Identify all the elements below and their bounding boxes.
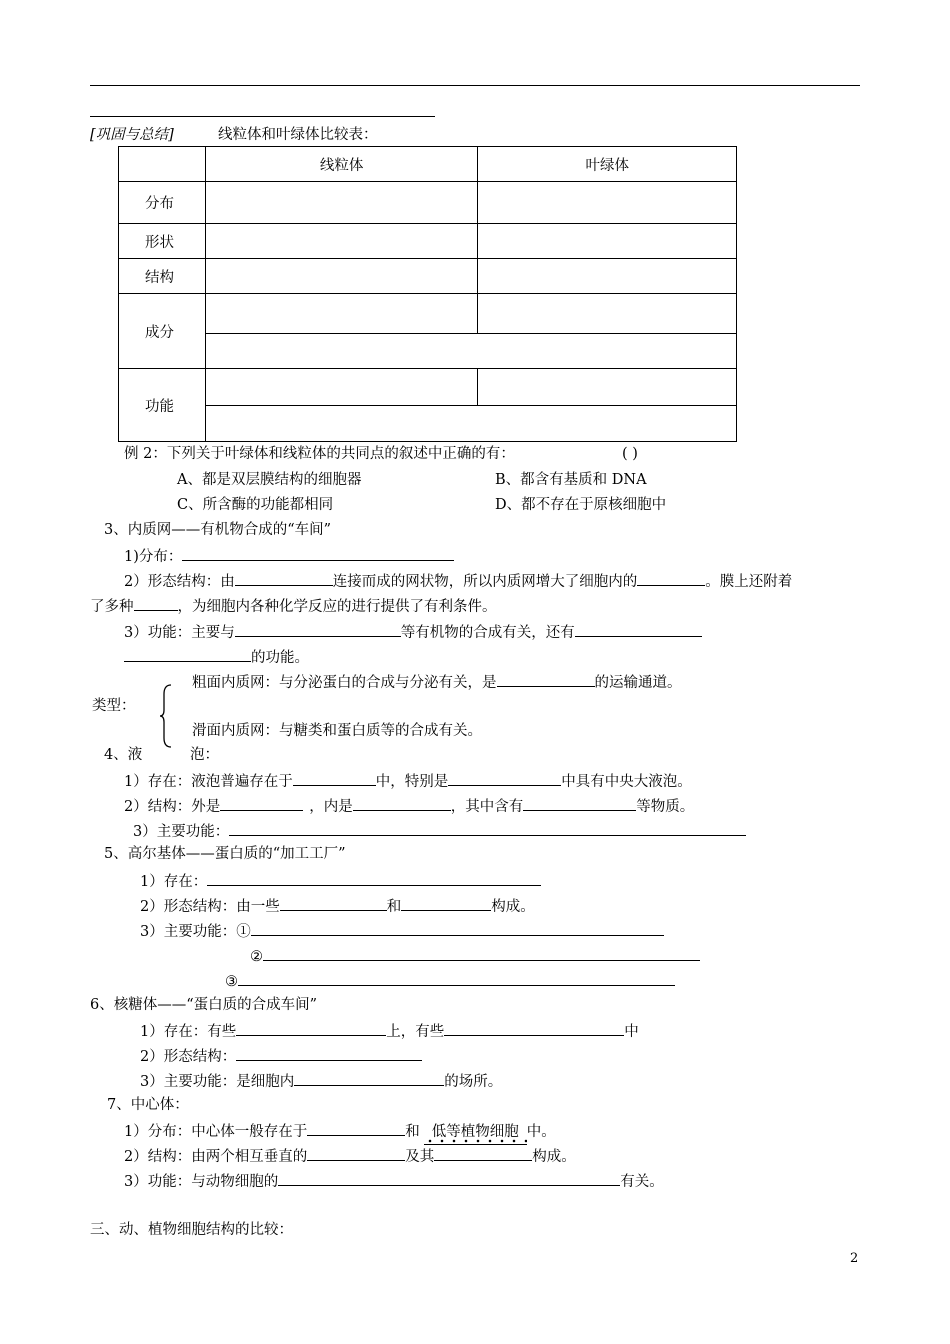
cell-input[interactable]: [478, 182, 737, 224]
centrosome-structure-label: 2）结构：由两个相互垂直的: [124, 1149, 308, 1165]
er-form-text: 连接而成的网状物，所以内质网增大了细胞内的: [332, 574, 638, 590]
vacuole-structure-text: ，内是: [309, 799, 353, 815]
blank-field[interactable]: [235, 622, 401, 637]
blank-field[interactable]: [294, 1071, 444, 1086]
centrosome-function-label: 3）功能：与动物细胞的: [124, 1174, 279, 1190]
option-b[interactable]: B、都含有基质和 DNA: [495, 472, 647, 488]
er-form-text-end: 。膜上还附着: [705, 574, 793, 590]
vacuole-structure-label: 2）结构：外是: [124, 799, 221, 815]
golgi-function-label: 3）主要功能：①: [140, 924, 251, 940]
header-short-rule: [90, 116, 435, 117]
table-corner: [119, 147, 206, 182]
option-c[interactable]: C、所含酶的功能都相同: [177, 497, 334, 513]
comparison-table: [118, 146, 737, 442]
ribosome-exist-label: 1）存在：有些: [140, 1024, 237, 1040]
golgi-form-and: 和: [386, 899, 402, 915]
row-label-structure: 结构: [119, 259, 206, 294]
answer-paren[interactable]: ( ): [622, 446, 638, 462]
er-title: 3、内质网——有机物合成的“车间”: [104, 522, 332, 538]
er-form-text-3: ，为细胞内各种化学反应的进行提供了有利条件。: [177, 599, 497, 615]
row-label-function: 功能: [119, 369, 206, 442]
vacuole-exist-text: 中，特别是: [375, 774, 449, 790]
blank-field[interactable]: [220, 796, 303, 811]
golgi-form-label: 2）形态结构：由一些: [140, 899, 280, 915]
table-title: 线粒体和叶绿体比较表：: [218, 127, 378, 143]
ribosome-title: 6、核糖体——“蛋白质的合成车间”: [90, 997, 318, 1013]
golgi-title: 5、高尔基体——蛋白质的“加工工厂”: [104, 846, 346, 862]
er-function-label: 3）功能：主要与: [124, 625, 235, 641]
blank-field[interactable]: [235, 571, 333, 586]
header-rule: [90, 85, 860, 86]
ribosome-exist-text: 上，有些: [386, 1024, 445, 1040]
blank-field[interactable]: [444, 1021, 624, 1036]
blank-field[interactable]: [307, 1121, 405, 1136]
blank-field[interactable]: [497, 672, 595, 687]
er-distribution-label: 1)分布：: [124, 549, 183, 565]
vacuole-structure-end: 等物质。: [636, 799, 695, 815]
blank-field[interactable]: [523, 796, 636, 811]
cell-input[interactable]: [205, 182, 478, 224]
golgi-function-2: ②: [250, 949, 263, 965]
cell-input[interactable]: [205, 224, 478, 259]
blank-field[interactable]: [236, 1021, 386, 1036]
blank-field[interactable]: [401, 896, 491, 911]
blank-field[interactable]: [207, 871, 541, 886]
er-function-end: 的功能。: [251, 650, 309, 666]
cell-input[interactable]: [205, 369, 478, 406]
ribosome-form-label: 2）形态结构：: [140, 1049, 237, 1065]
vacuole-exist-end: 中具有中央大液泡。: [561, 774, 692, 790]
ribosome-function-label: 3）主要功能：是细胞内: [140, 1074, 295, 1090]
blank-field[interactable]: [251, 921, 664, 936]
blank-field[interactable]: [434, 1146, 532, 1161]
blank-field[interactable]: [278, 1171, 620, 1186]
er-types-label: 类型：: [92, 698, 136, 714]
blank-field[interactable]: [229, 821, 746, 836]
centrosome-distribution-and: 和: [405, 1124, 420, 1140]
vacuole-title-a: 4、液: [104, 747, 143, 763]
page-number: 2: [850, 1251, 859, 1266]
cell-input[interactable]: [478, 259, 737, 294]
blank-field[interactable]: [353, 796, 451, 811]
cell-input[interactable]: [478, 294, 737, 334]
summary-heading: [巩固与总结]: [90, 127, 174, 143]
er-form-label: 2）形态结构：由: [124, 574, 235, 590]
blank-field[interactable]: [448, 771, 561, 786]
blank-field[interactable]: [124, 647, 251, 662]
cell-input-shared[interactable]: [205, 406, 736, 442]
smooth-er-text: 滑面内质网：与糖类和蛋白质等的合成有关。: [192, 723, 482, 739]
cell-input[interactable]: [478, 224, 737, 259]
blank-field[interactable]: [280, 896, 387, 911]
col-header-chloroplast: 叶绿体: [478, 147, 737, 182]
centrosome-function-end: 有关。: [620, 1174, 664, 1190]
vacuole-title-b: 泡：: [190, 747, 219, 763]
er-function-text: 等有机物的合成有关，还有: [400, 625, 575, 641]
example2-question: 例 2：下列关于叶绿体和线粒体的共同点的叙述中正确的有：: [124, 446, 515, 462]
centrosome-title: 7、中心体：: [107, 1097, 189, 1113]
filled-answer: 低等植物细胞: [424, 1124, 527, 1145]
blank-field[interactable]: [293, 771, 376, 786]
blank-field[interactable]: [637, 571, 705, 586]
vacuole-exist-label: 1）存在：液泡普遍存在于: [124, 774, 293, 790]
centrosome-structure-end: 构成。: [532, 1149, 576, 1165]
cell-input-shared[interactable]: [205, 334, 736, 369]
blank-field[interactable]: [236, 1046, 422, 1061]
er-form-text-2: 了多种: [90, 599, 134, 615]
option-a[interactable]: A、都是双层膜结构的细胞器: [177, 472, 362, 488]
col-header-mitochondria: 线粒体: [205, 147, 478, 182]
golgi-exist-label: 1）存在：: [140, 874, 208, 890]
vacuole-structure-text-2: ，其中含有: [450, 799, 524, 815]
blank-field[interactable]: [182, 546, 454, 561]
blank-field[interactable]: [575, 622, 702, 637]
blank-field[interactable]: [238, 971, 675, 986]
row-label-distribution: 分布: [119, 182, 206, 224]
row-label-composition: 成分: [119, 294, 206, 369]
blank-field[interactable]: [263, 946, 700, 961]
centrosome-structure-text: 及其: [405, 1149, 435, 1165]
section-3-title: 三、动、植物细胞结构的比较：: [90, 1222, 293, 1238]
golgi-form-end: 构成。: [491, 899, 535, 915]
centrosome-distribution-end: 中。: [526, 1124, 556, 1140]
vacuole-function-label: 3）主要功能：: [133, 824, 230, 840]
rough-er-end: 的运输通道。: [594, 675, 682, 691]
ribosome-exist-end: 中: [624, 1024, 639, 1040]
brace-icon: [160, 684, 172, 748]
cell-input[interactable]: [205, 294, 478, 334]
centrosome-distribution-label: 1）分布：中心体一般存在于: [124, 1124, 308, 1140]
cell-input[interactable]: [478, 369, 737, 406]
golgi-function-3: ③: [225, 974, 238, 990]
blank-field[interactable]: [134, 596, 178, 611]
row-label-shape: 形状: [119, 224, 206, 259]
cell-input[interactable]: [205, 259, 478, 294]
blank-field[interactable]: [307, 1146, 405, 1161]
rough-er-text: 粗面内质网：与分泌蛋白的合成与分泌有关，是: [192, 675, 497, 691]
option-d[interactable]: D、都不存在于原核细胞中: [495, 497, 667, 513]
ribosome-function-end: 的场所。: [444, 1074, 503, 1090]
